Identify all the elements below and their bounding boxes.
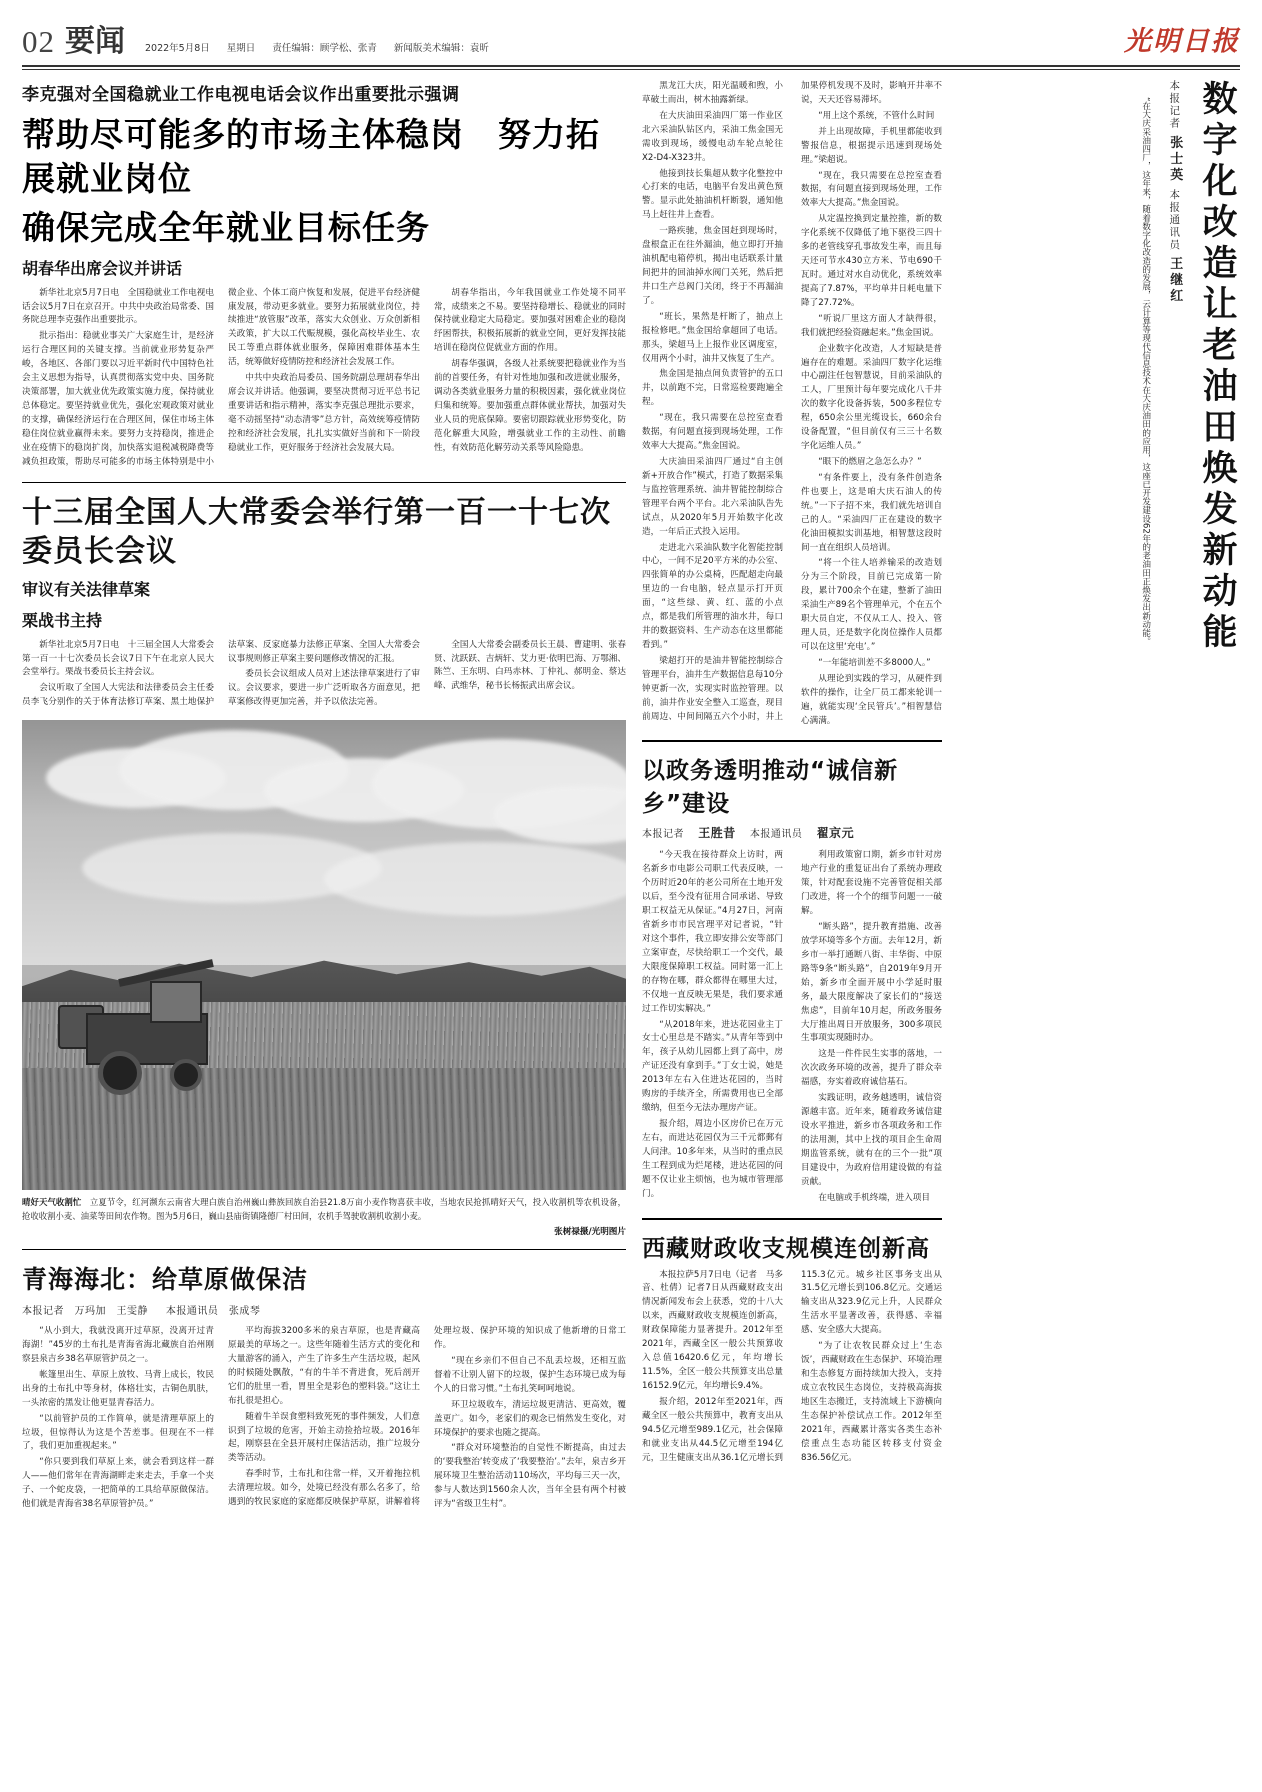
xinxiang-byline [642,824,942,841]
tibet-para: 报介绍，2012年至2021年，西藏全区一般公共预算中，教育支出从94.5亿元增至989.1亿元，社会保障和就业支出从44.5亿元增至194亿元，卫生健康支出从36.1亿元增长到115.3亿元。城乡社区事务支出从31.5亿元增长到106.8亿元。交通运输支出从323.9亿元上升，人民群众生活水平显著改善，获得感、幸福感、安全感大大提高。 [642,1269,942,1463]
harvester-cab [150,981,202,1023]
xinxiang-headline: 以政务透明推动“诚信新乡”建设 [642,758,899,818]
oilfield-para: “现在，我只需要在总控室查看数据，有问题直接到现场处理，工作效率大大提高。”焦金国说。 [642,413,783,452]
lead-para: 胡春华指出，今年我国就业工作处境不同平常，成绩来之不易。要坚持稳增长、稳就业的同时保持就业稳定大局稳定。要加强对困难企业的稳岗纾困帮扶，积极拓展新的就业空间，更好发挥技能培训在稳岗位促就业方面的作用。 [434,287,626,354]
qinghai-byline [22,1302,626,1317]
issue-weekday: 星期日 [226,42,256,54]
oilfield-para: 梁超打开的是油井智能控制综合管理平台，油井生产数据信息每10分钟更新一次，实现实时监控管理。以前，油井作业安全整入工巡查，现目前周边、中间间隔五六个小时，井上加果停机发现不及时，影响开井率不说，天天还容易滞坏。 [642,81,942,722]
harvester-wheel-rear [170,1059,202,1091]
section-name: 要闻 [65,24,125,59]
qinghai-para: “以前管护员的工作简单，就是清理草原上的垃圾，但惊得认为这是个苦差事。但现在不一样了，我们更加重视起来。” [22,1413,214,1452]
oilfield-para: 企业数字化改造，人才短缺是普遍存在的难题。采油四厂数字化运维中心副注任包智慧说，目前采油队的工人，厂里预计每年要完成化八千井次的数字化设备拆装，500多程位专程，650余公里光缆设长，660余台设备配置，“但目前仅有三三十名数字化运维人员。” [801,343,942,452]
xinxiang-para: 利用政策窗口期，新乡市针对房地产行业的重复证出台了系统办理政策，针对配套设施不完善管促相关部门改进，将一个个的细节问题一一破解。 [801,850,942,917]
page-content [22,80,1240,1513]
lead-body [22,287,626,470]
xinxiang-para: 这是一件件民生实事的落地，一次次政务环境的改善，提升了群众幸福感，夯实着政府诚信基石。 [801,1049,942,1088]
photo-caption-lead: 晴好天气收割忙 [22,1197,82,1208]
oilfield-para: 焦金国是抽点间负责管护的五口井，以前跑不完，日常巡检要跑遍全程。 [642,369,783,408]
oilfield-para: 黑龙江大庆，阳光温暖和煦，小草破土而出，树木抽露新绿。 [642,81,783,105]
qinghai-para: 平均海拔3200多米的泉吉草原，也是青藏高原最美的草场之一。这些年随着生活方式的变化和大量游客的涌入，产生了许多生产生活垃圾，起风的时候随处飘散，“有的牛羊不背进食，死后剖开它们的肚里一看，胃里全是彩色的塑料袋。”这让土布扎很是担心。 [228,1326,420,1406]
oilfield-feature-byline [1160,80,1189,480]
photo-caption [22,1196,626,1223]
photo-story [22,720,626,1237]
oilfield-para: “眼下的燃眉之急怎么办？” [818,456,922,467]
oilfield-para: “用上这个系统，不管什么时间 [818,110,935,121]
photo-credit: 张树禄摄/光明图片 [554,1227,626,1238]
harvest-photo [22,720,626,1190]
art-editor: 新闻版美术编辑：袁昕 [393,42,489,54]
oilfield-para: “一年能培训差不多8000人。” [818,657,931,668]
oilfield-para: 并上出现故障，手机里都能收到警报信息，根据提示迅速到现场处理。”梁超说。 [801,126,942,165]
tibet-headline: 西藏财政收支规模连创新高 [642,1235,930,1262]
xinxiang-body [642,849,942,1205]
divider-3 [642,740,942,742]
tibet-para: “为了让农牧民群众过上‘生态饭’，西藏财政在生态保护、环境治理和生态修复方面持续加大投入，支持成立农牧民生态岗位，支持极高海拔地区生态搬迁，支持流域上下游横向生态保护补偿试点工作。2012年至2021年，西藏累计落实各类生态补偿重点生态功能区转移支付资金836.56亿元。 [801,1341,942,1463]
qinghai-headline: 青海海北：给草原做保洁 [22,1265,309,1295]
oilfield-para: 在大庆油田采油四厂第一作业区北六采油队钻区内，采油工焦金国无需收到现场，缓慢电动车轮点轮往X2-D4-X323井。 [642,110,783,163]
divider-4 [642,1218,942,1220]
oilfield-byline-reporter-label: 本报记者 [1168,80,1181,130]
divider-2 [22,1249,626,1250]
column-middle [642,80,942,1513]
oilfield-para: “班长，果然是杆断了，抽点上报检修吧。”焦金国给拿超回了电话。那头，梁超马上上报作业区调度室，仅用两个小时，油井又恢复了生产。 [642,311,783,364]
tibet-story [642,1230,942,1467]
oilfield-para: 从定温控换到定量控推，新的数字化系统不仅降低了地下驱役三四十多的老管线穿孔事故发生率，而且每天还可节水430立方米、节电690千瓦时。通过对水自动优化，系统效率提高了7.87%，平均单井日耗电量下降了27.72%。 [801,214,942,308]
masthead-rule-thin [22,69,1240,70]
lead-para: 新华社北京5月7日电 全国稳就业工作电视电话会议5月7日在京召开。中共中央政治局常委、国务院总理李克强作出重要批示。 [22,287,214,326]
xinxiang-story [642,752,942,1205]
oilfield-tail-para: “在大庆采油四厂，这年来，随着数字化改造的发展，云计算等现代信息技术在大庆油田的应用，这座已开发建设62年的老油田正焕发出新动能。 [1140,97,1151,646]
page-number: 02 [22,24,55,59]
xinxiang-byline-correspondent: 翟京元 [816,826,855,841]
lead-para: 胡春华强调，各级人社系统要把稳就业作为当前的首要任务，有针对性地加强和改进就业服务，调动各类就业服务力量的积极因素，强化就业岗位归集和统筹。要加强重点群体就业帮扶，加强对失业人员的兜底保障。要密切跟踪就业形势变化，防范化解重大风险，增强就业工作的主动性、前瞻性，有效防范化解劳动关系等风险隐患。 [434,359,626,453]
oilfield-para: 从理论到实践的学习，从硬件到软件的操作，让全厂员工都来轮训一遍，就能实现‘全民管兵’。”相智慧信心满满。 [801,673,942,726]
npc-subhead-2: 栗战书主持 [22,610,103,630]
lead-para: 批示指出：稳就业事关广大家庭生计，是经济运行合理区间的关键支撑。当前就业形势复杂严峻，各地区、各部门要以习近平新时代中国特色社会主义思想为指导，认真贯彻落实党中央、国务院决策部署，加大就业优先政策实施力度，保持就业总体稳定。要坚持就业优先，强化宏观政策对就业的支撑，确保经济运行在合理区间，保住市场主体稳住岗位就业赢得未来。要努力支持稳岗，推进企业在疫情下的稳岗扩岗，加快落实退税减税降费等减负担政策，帮助尽可能多的市场主体特别是中小微企业、个体工商户恢复和发展，促进平台经济健康发展，带动更多就业。要努力拓展就业岗位，持续推进“放管服”改革，落实大众创业、万众创新相关政策，扩大以工代赈规模，强化高校毕业生、农民工等重点群体就业服务，保障困难群体基本生活，统筹做好疫情防控和经济社会发展工作。 [22,287,420,467]
npc-para: 委员长会议组成人员对上述法律草案进行了审议。会议要求，要进一步广泛听取各方面意见，把草案修改得更加完善，并予以依法完善。 [228,669,420,708]
tibet-byline-para: 本报拉萨5月7日电（记者 马多音、杜倩）记者7日从西藏财政支出情况新闻发布会上获悉，党的十八大以来，西藏财政收支规模连创新高，财政保障能力显著提升。2012年至2021年，西藏全区一般公共预算收入总值16420.6亿元，年均增长11.5%，全区一般公共预算支出总量16152.9亿元，年均增长9.4%。 [642,1269,783,1391]
oilfield-feature-title: 数字化改造让老油田焕发新动能 [1197,80,1237,654]
paper-logo: 光明日报 [1124,26,1240,57]
masthead [22,0,1240,63]
xinxiang-para: “从2018年来，进达花园业主丁女士心里总是不踏实。”从青年等到中年，孩子从幼儿园都上到了高中，房产证还没有拿到手。”丁女士说，她是2013年左右入住进达花园的，当时购房的手续齐全，所需费用也已全部缴纳，但至今无法办理房产证。 [642,1019,783,1114]
xinxiang-para: “断头路”，提升教育措施、改善放学环境等多个方面。去年12月，新乡市一举打通断八街、丰华街、中原路等9条“断头路”，自2019年9月开始，新乡市全面开展中小学延时服务，最大限度解决了家长们的“接送焦虑”，目前年10月起，所政务服务大厅推出周日开放服务，300多项民生事项实现随时办。 [801,922,942,1044]
oilfield-body-top [642,80,942,728]
masthead-meta [145,44,1124,58]
npc-body [22,639,626,711]
oilfield-byline-correspondent: 王继红 [1167,256,1183,305]
harvester-wheel-front [98,1051,142,1095]
tibet-body [642,1269,942,1467]
lead-subhead: 胡春华出席会议并讲话 [22,258,183,278]
column-right [958,80,1238,1513]
oilfield-feature-tail [1137,80,1153,770]
masthead-rule-thick [22,65,1240,67]
oilfield-para: 走进北六采油队数字化智能控制中心，一间不足20平方米的办公室、四张简单的办公桌椅，匹配超走向最里边的一台电脑，轻点显示打开页面，“这些绿、黄、红、蓝的小点点，都是我们所管理的油水井，每口井的数据资料、生产动态在这里都能看到。” [642,542,783,650]
npc-para: 会议听取了全国人大宪法和法律委员会主任委员李飞分别作的关于体育法修订草案、黑土地保护法草案、反家庭暴力法修正草案、全国人大常委会议事规则修正草案主要问题修改情况的汇报。 [22,639,420,708]
harvester-machine [58,965,248,1095]
lead-headline-line1: 帮助尽可能多的市场主体稳岗 努力拓展就业岗位 [22,115,600,198]
qinghai-para: “从小到大，我就没离开过草原，没离开过青海湖！”45岁的土布扎是青海省海北藏族自治州刚察县泉吉乡38名草原管护员之一。 [22,1326,214,1364]
qinghai-para: “你只要到我们草原上来，就会看到这样一群人——他们常年在青海湖畔走来走去，手拿一个夹子、一个蛇皮袋，一把简单的工具给草原做保洁。他们就是青海省38名草原管护员。” [22,1457,214,1510]
oilfield-para: “现在，我只需要在总控室查看数据，有问题直接到现场处理，工作效率大大提高。”焦金国说。 [801,170,942,209]
npc-subhead: 审议有关法律草案 [22,579,151,599]
qinghai-para: 随着牛羊误食塑料致死死的事件频发，人们意识到了垃圾的危害，开始主动捡拾垃圾。2016年起，刚察县在全县开展村庄保洁活动，推广垃圾分类等活动。 [228,1411,420,1464]
qinghai-para: 春季时节，土布扎和往常一样，又开着拖拉机去清理垃圾。如今，处境已经没有那么名多了，给遇到的牧民家庭的家庭都反映保护草原，讲解着将处理垃圾、保护环境的知识成了他新增的日常工作。 [228,1326,626,1508]
oilfield-para: 一路疾驰，焦金国赶到现场时，盘根盒正在往外漏油，他立即打开抽油机配电箱停机，揭出电话联系计量间把井的回油掉水阀门关死，然后把井口生产总阀门关闭，终于不再漏油了。 [642,226,783,306]
xinxiang-para: 在电脑或手机终端，进入项目 [818,1192,930,1203]
oilfield-byline-correspondent-label: 本报通讯员 [1168,188,1181,252]
qinghai-para: “群众对环境整治的自觉性不断提高，由过去的‘要我整治’转变成了‘我要整治’。”去年，泉吉乡开展环境卫生整治活动110场次，平均每三天一次，参与人数达到1560余人次，当年全县有两个村被评为“省级卫生村”。 [434,1443,626,1510]
column-left [22,80,626,1513]
oilfield-feature [958,80,1238,780]
issue-date: 2022年5月8日 [145,42,210,54]
qinghai-para: 环卫垃圾收车，清运垃圾更清洁、更高效，覆盖更广。如今，老家们的观念已悄然发生变化，对环境保护的要求也随之提高。 [434,1399,626,1438]
lead-kicker: 李克强对全国稳就业工作电视电话会议作出重要批示强调 [22,85,460,105]
xinxiang-byline-reporter: 王胜昔 [698,826,736,841]
oilfield-para: “将一个往人培养输采的改造划分为三个阶段，目前已完成第一阶段，累计700余个在建，整新了油田采油生产89名个管理单元，个在五个职大员自定，不仅从工人、投入、管理人员，还是数字化岗位操作人员都可以在这里‘充电’。” [801,558,942,652]
lead-story [22,80,626,470]
xinxiang-para: 实践证明，政务越透明，诚信资源越丰富。近年来，随着政务诚信建设水平推进，新乡市各项政务和工作的法用测，其中上找的项目企生命周期监管系统，就有在的三个一批”项目建设中，为政府信用建设做的有益贡献。 [801,1093,942,1187]
oilfield-para: 他接到技长集超从数字化整控中心打来的电话，电脑平台发出黄色预警。显示此处抽油机杆断裂，通知他马上赶往井上查看。 [642,168,783,221]
oilfield-para: “有条件要上，没有条件创造条件也要上，这是咱大庆石油人的传统。”一下子招不来，我们就先培训自己的人。“采油四厂正在建设的数字化油田模拟实训基地，相智慧这段时间一直在组织人员培训。 [801,472,942,553]
xinxiang-byline-correspondent-label: 本报通讯员 [749,829,803,841]
qinghai-para: 帐篷里出生、草原上放牧、马背上成长，牧民出身的土布扎中等身材，体格壮实，古铜色肌肤，一头浓密的黑发让他更显青春活力。 [22,1369,214,1408]
photo-caption-text: 立夏节令，红河濒东云南省大理白族自治州巍山彝族回族自治县21.8万亩小麦作物喜获丰收，当地农民抢抓晴好天气，投入收割机等农机设备，抢收收割小麦、油菜等田间农作物。图为5月6日，巍山县庙街镇隆德厂村田间，农机手驾驶收割机收割小麦。 [22,1197,626,1221]
qinghai-body [22,1325,626,1513]
npc-story [22,493,626,711]
qinghai-byline-correspondent: 本报通讯员 张成琴 [165,1306,261,1318]
divider-1 [22,482,626,483]
qinghai-para: “现在乡亲们不但自己不乱丢垃圾，还相互监督着不让别人留下的垃圾，保护生态环境已成为每个人的日常习惯。”土布扎笑呵呵地说。 [434,1355,626,1394]
qinghai-byline-reporter: 本报记者 万玛加 王雯静 [22,1306,148,1318]
oilfield-para: 大庆油田采油四厂通过“自主创新+开放合作”模式，打造了数据采集与监控管理系统、油井智能控制综合管理平台两个平台。北六采油队告先试点，从2020年5月开始数字化改造，一年后正式投入运用。 [642,456,783,537]
responsible-editor: 责任编辑：顾学松、张青 [272,42,377,54]
qinghai-story [22,1260,626,1513]
xinxiang-para: 报介绍，周边小区房价已在万元左右，而进达花园仅为三千元都郵有人问津。10多年来，从当时的重点民生工程到成为烂尾楼，进达花园的问题不仅让业主烦恼，也为城市管理部门。 [642,1119,783,1199]
lead-headline-line2: 确保完成全年就业目标任务 [22,208,430,248]
npc-para: 新华社北京5月7日电 十三届全国人大常委会第一百一十七次委员长会议7日下午在北京人民大会堂举行。栗战书委员长主持会议。 [22,639,214,678]
oilfield-para: “听说厂里这方面人才缺得很，我们就把经验资融起来。”焦金国说。 [801,313,942,338]
oilfield-byline-reporter: 张士英 [1167,135,1183,184]
xinxiang-byline-reporter-label: 本报记者 [642,829,684,841]
lead-para: 中共中央政治局委员、国务院副总理胡春华出席会议并讲话。他强调，要坚决贯彻习近平总书记重要讲话和指示精神，落实李克强总理批示要求，毫不动摇坚持“动态清零”总方针，高效统筹疫情防控和经济社会发展，扎扎实实做好当前和下一阶段稳就业工作，更好服务于经济社会发展大局。 [228,373,420,453]
xinxiang-para: “今天我在接待群众上访时，两名新乡市电影公司职工代表反映，一个历时近20年的老公司所在土地开发以后，至今没有征用合同承诺、导致职工权益无从保证。”4月27日，河南省新乡市市民宫理平对记者说，“针对这个事件，我立即安排公安等部门立案审查，尽快给职工一个交代，最大限度保障职工权益。同时第一汇上的存物在哪，群众都得在哪里大过，不仅地一直反映无果是，我们要求通过工作切实解决。” [642,850,783,1014]
npc-headline: 十三届全国人大常委会举行第一百一十七次委员长会议 [22,494,611,569]
npc-para: 全国人大常委会副委员长王晨、曹建明、张春贤、沈跃跃、吉炳轩、艾力更·依明巴海、万鄂湘、陈竺、王东明、白玛赤林、丁仲礼、郝明金、蔡达峰、武维华，秘书长杨振武出席会议。 [434,639,626,692]
